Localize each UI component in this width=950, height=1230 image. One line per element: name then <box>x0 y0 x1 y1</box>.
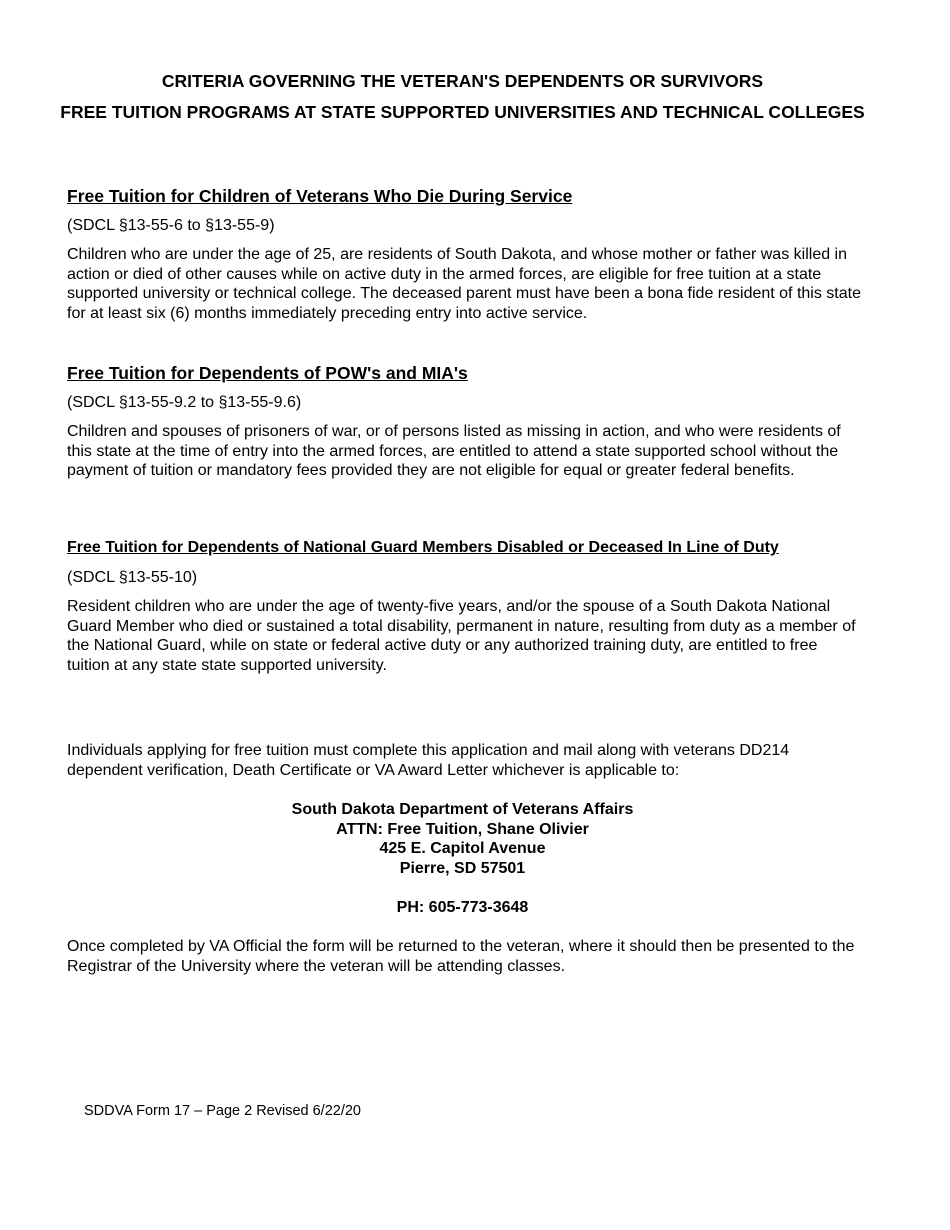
contact-phone: PH: 605-773-3648 <box>396 899 529 916</box>
section-pow-mia-dependents <box>67 362 867 481</box>
section-body: Resident children who are under the age of twenty-five years, and/or the spouse of a South Dakota National Guard Member who died or sustained a total disability, permanent in nature, resulting from duty as a member of the National Guard, while on state or federal active duty or any authorized training duty, are entitled to free tuition at any state state supported university. <box>67 598 856 674</box>
address-line-street: 425 E. Capitol Avenue <box>379 840 546 857</box>
section-citation: (SDCL §13-55-6 to §13-55-9) <box>67 217 275 234</box>
section-heading: Free Tuition for Dependents of POW's and MIA's <box>67 363 468 383</box>
document-title-line-1: CRITERIA GOVERNING THE VETERAN'S DEPENDENTS OR SURVIVORS <box>161 71 764 91</box>
section-citation: (SDCL §13-55-10) <box>67 569 198 586</box>
address-line-attention: ATTN: Free Tuition, Shane Olivier <box>336 820 589 838</box>
section-body: Children and spouses of prisoners of war, or of persons listed as missing in action, and who were residents of this state at the time of entry into the armed forces, are entitled to attend a state supported school without the payment of tuition or mandatory fees provided they are not eligible for equal or greater federal benefits. <box>67 423 841 479</box>
section-national-guard-dependents <box>67 537 867 675</box>
application-instructions: Individuals applying for free tuition must complete this application and mail along with veterans DD214 dependent verification, Death Certificate or VA Award Letter whichever is applicable to: <box>67 742 790 779</box>
mailing-address <box>60 800 865 878</box>
form-footer: SDDVA Form 17 – Page 2 Revised 6/22/20 <box>84 1103 361 1119</box>
section-children-of-veterans <box>67 185 867 323</box>
document-title-line-2: FREE TUITION PROGRAMS AT STATE SUPPORTED UNIVERSITIES AND TECHNICAL COLLEGES <box>60 102 865 122</box>
section-heading: Free Tuition for Children of Veterans Who Die During Service <box>67 186 573 206</box>
address-line-organization: South Dakota Department of Veterans Affairs <box>291 801 634 818</box>
section-heading: Free Tuition for Dependents of National Guard Members Disabled or Deceased In Line of Duty <box>67 539 779 556</box>
address-line-city: Pierre, SD 57501 <box>399 859 526 877</box>
section-body: Children who are under the age of 25, are residents of South Dakota, and whose mother or father was killed in action or died of other causes while on active duty in the armed forces, are eligible for free tuition at a state supported university or technical college. The deceased parent must have been a bona fide resident of this state for at least six (6) months immediately preceding entry into active service. <box>67 246 861 322</box>
closing-note: Once completed by VA Official the form will be returned to the veteran, where it should then be presented to the Registrar of the University where the veteran will be attending classes. <box>67 938 855 975</box>
section-citation: (SDCL §13-55-9.2 to §13-55-9.6) <box>67 394 302 411</box>
